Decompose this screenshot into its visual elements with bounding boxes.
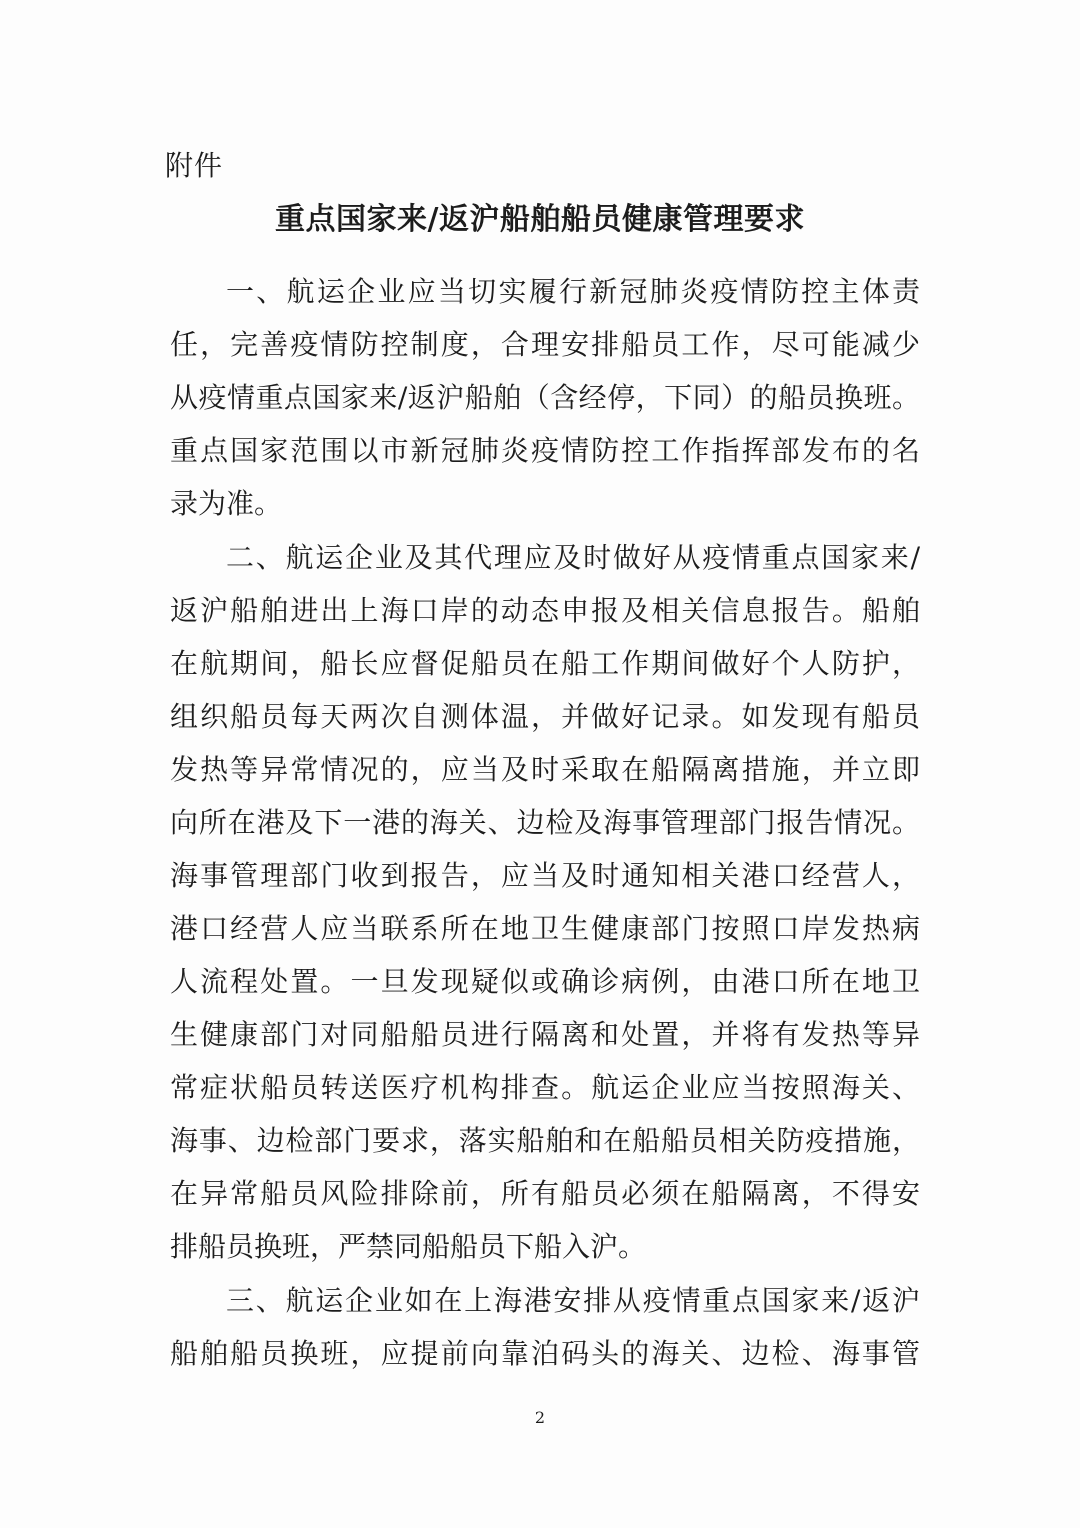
text-line: 港口经营人应当联系所在地卫生健康部门按照口岸发热病 [170,912,920,945]
text-line: 生健康部门对同船船员进行隔离和处置，并将有发热等异 [170,1018,920,1051]
text-line: 海事管理部门收到报告，应当及时通知相关港口经营人， [170,859,920,892]
text-line: 发热等异常情况的，应当及时采取在船隔离措施，并立即 [170,753,920,786]
page-number: 2 [534,1408,546,1427]
text-line: 船舶船员换班，应提前向靠泊码头的海关、边检、海事管 [170,1337,920,1370]
text-line: 人流程处置。一旦发现疑似或确诊病例，由港口所在地卫 [170,965,920,998]
text-line: 返沪船舶进出上海口岸的动态申报及相关信息报告。船舶 [170,594,920,627]
text-line: 二、航运企业及其代理应及时做好从疫情重点国家来/ [226,541,920,574]
document-title: 重点国家来/返沪船舶船员健康管理要求 [275,202,805,237]
text-line: 一、航运企业应当切实履行新冠肺炎疫情防控主体责 [226,275,920,308]
text-line: 常症状船员转送医疗机构排查。航运企业应当按照海关、 [170,1071,920,1104]
text-line: 录为准。 [170,487,283,520]
text-line: 海事、边检部门要求，落实船舶和在船船员相关防疫措施， [170,1124,920,1157]
text-line: 向所在港及下一港的海关、边检及海事管理部门报告情况。 [170,806,920,839]
attachment-label: 附件 [165,149,224,182]
text-line: 在异常船员风险排除前，所有船员必须在船隔离，不得安 [170,1177,920,1210]
text-line: 三、航运企业如在上海港安排从疫情重点国家来/返沪 [226,1284,920,1317]
text-line: 从疫情重点国家来/返沪船舶（含经停，下同）的船员换班。 [170,381,920,414]
text-line: 重点国家范围以市新冠肺炎疫情防控工作指挥部发布的名 [170,434,920,467]
text-line: 任，完善疫情防控制度，合理安排船员工作，尽可能减少 [170,328,920,361]
text-line: 组织船员每天两次自测体温，并做好记录。如发现有船员 [170,700,920,733]
text-line: 在航期间，船长应督促船员在船工作期间做好个人防护， [170,647,920,680]
text-line: 排船员换班，严禁同船船员下船入沪。 [170,1230,647,1263]
